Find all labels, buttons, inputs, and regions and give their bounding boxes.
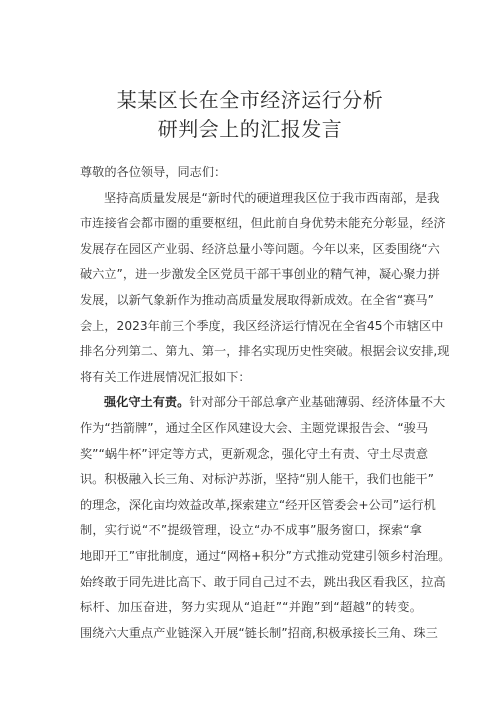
paragraph-line: 地即开工”审批制度，通过“网格+积分”方式推动党建引领乡村治理。: [80, 548, 451, 563]
paragraph-2: [80, 390, 451, 646]
section-heading: 强化守土有责。: [104, 395, 190, 410]
paragraph-line: 破六立”，进一步激发全区党员干部干事创业的精气神，凝心聚力拼: [80, 267, 440, 282]
paragraph-line: [80, 390, 446, 416]
paragraph-line: 围绕六大重点产业链深入开展“链长制”招商,积极承接长三角、珠三: [80, 625, 438, 640]
salutation: 尊敬的各位领导，同志们：: [80, 165, 227, 179]
paragraph-line: 坚持高质量发展是“新时代的硬道理我区位于我市西南部，是我: [104, 190, 440, 205]
paragraph-line: 奖”“蜗牛杯”评定等方式，更新观念，强化守土有责、守土尽责意: [80, 446, 429, 461]
document-title-line-1: 某某区长在全市经济运行分析: [116, 88, 384, 112]
paragraph-line: 发展存在园区产业弱、经济总量小等问题。今年以来，区委围绕“六: [80, 241, 440, 256]
paragraph-line: 作为“挡箭牌”，通过全区作风建设大会、主题党课报告会、“骏马: [80, 420, 429, 435]
paragraph-line: 排名分列第二、第九、第一，排名实现历史性突破。根据会议安排,现: [80, 344, 450, 359]
paragraph-line: 的理念，深化亩均效益改革,探索建立“经开区管委会+公司”运行机: [80, 497, 436, 512]
paragraph-line: 识。积极融入长三角、对标沪苏浙，坚持“别人能干，我们也能干”: [80, 472, 434, 487]
document-body: [80, 160, 451, 646]
paragraph-line: 会上，2023年前三个季度，我区经济运行情况在全省45个市辖区中: [80, 318, 444, 333]
paragraph-line: 标杆、加压奋进，努力实现从“追赶”“并跑”到“超越”的转变。: [80, 600, 422, 615]
paragraph-text: 针对部分干部总拿产业基础薄弱、经济体量不大: [189, 395, 446, 410]
paragraph-1: [80, 186, 450, 391]
paragraph-line: 始终敢于同先进比高下、敢于同自己过不去，跳出我区看我区，拉高: [80, 574, 446, 589]
paragraph-line: 将有关工作进展情况汇报如下：: [80, 369, 251, 384]
document-title-line-2: 研判会上的汇报发言: [157, 117, 343, 141]
paragraph-line: 市连接省会都市圈的重要枢纽，但此前自身优势未能充分彰显，经济: [80, 216, 446, 231]
paragraph-line: 制，实行说“不”提级管理，设立“办不成事”服务窗口，探索“拿: [80, 523, 422, 538]
paragraph-line: 发展，以新气象新作为推动高质量发展取得新成效。在全省“赛马”: [80, 292, 434, 307]
